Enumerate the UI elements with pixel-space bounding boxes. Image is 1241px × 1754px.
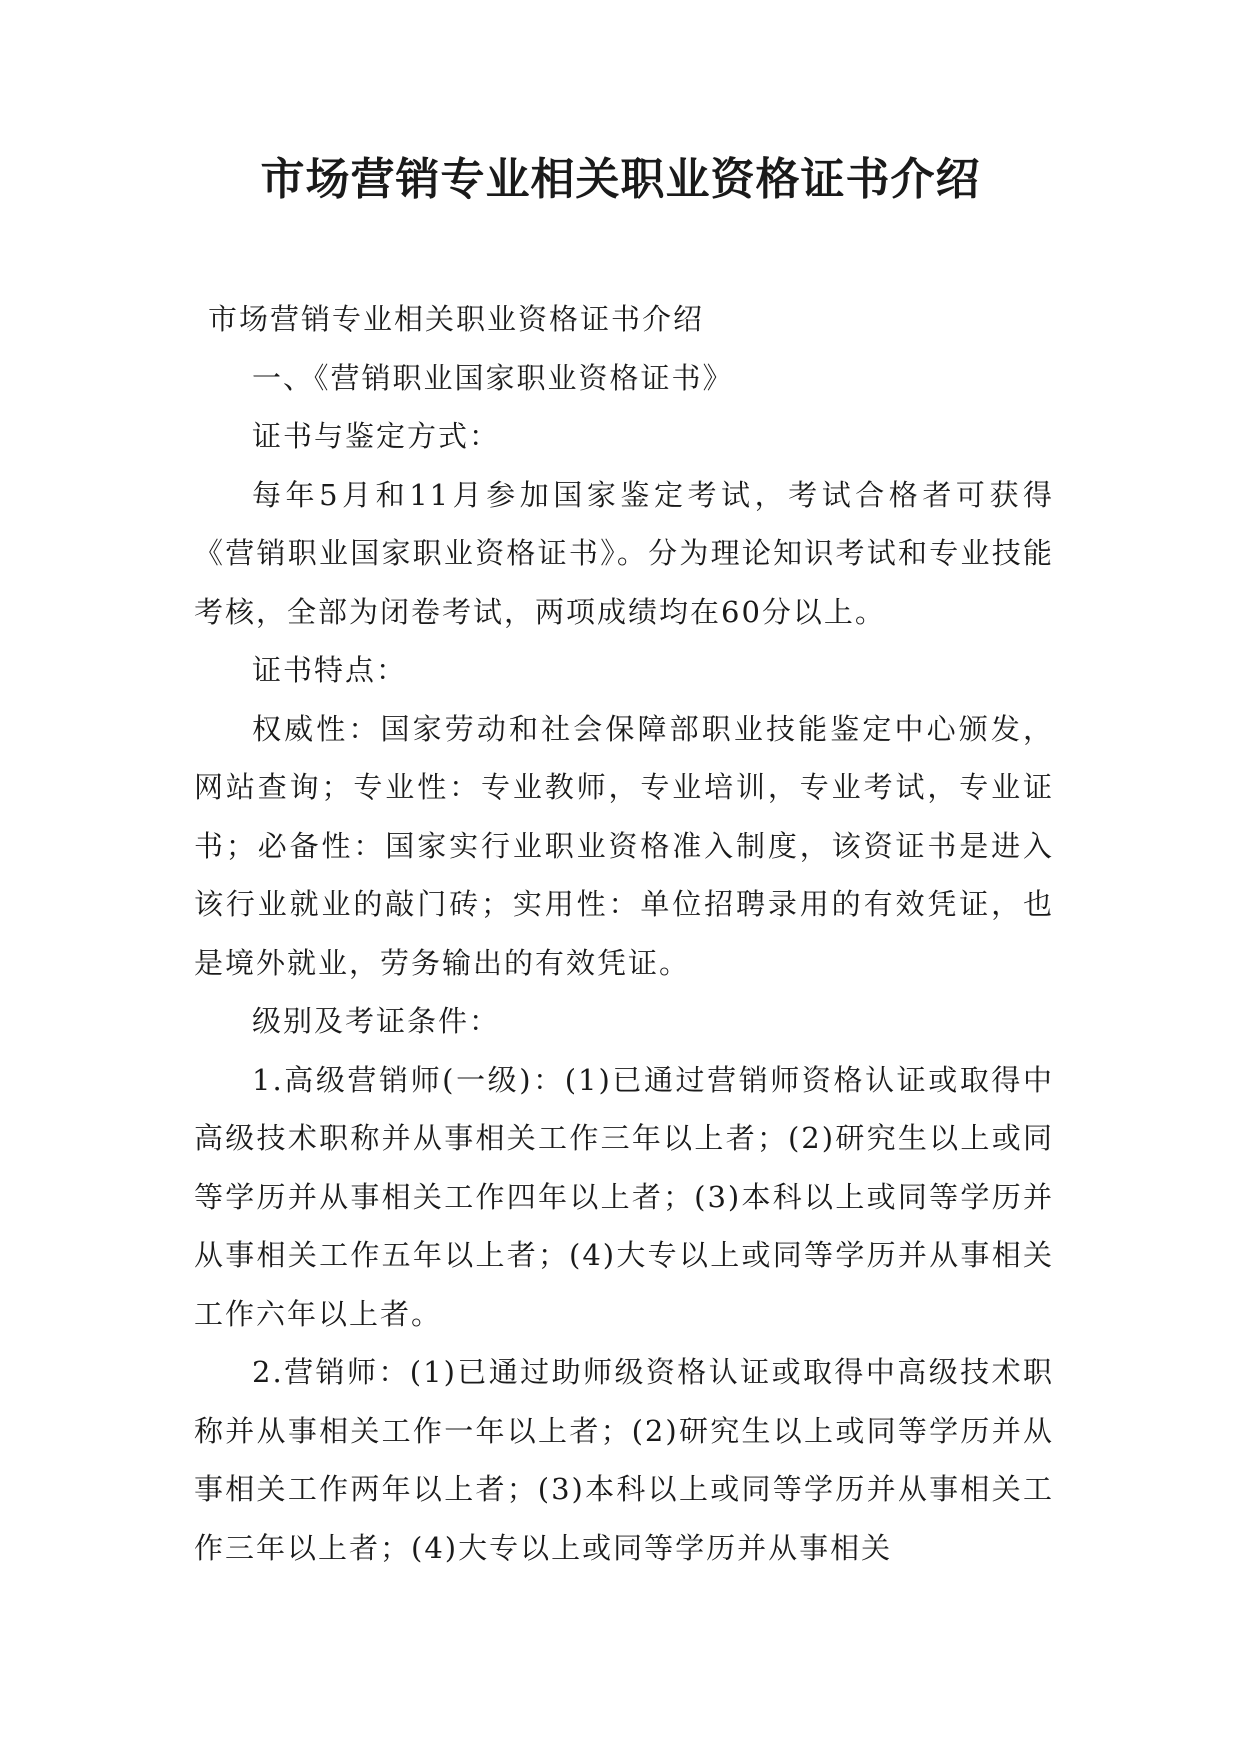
paragraph-heading-method: 证书与鉴定方式： <box>252 419 501 453</box>
paragraph-heading-levels: 级别及考证条件： <box>252 1004 501 1038</box>
paragraph-section-heading: 一、《营销职业国家职业资格证书》 <box>252 360 734 395</box>
paragraph-subtitle: 市场营销专业相关职业资格证书介绍 <box>208 302 705 336</box>
document-title: 市场营销专业相关职业资格证书介绍 <box>260 154 981 205</box>
paragraph-level-1: 1.高级营销师(一级)：(1)已通过营销师资格认证或取得中高级技术职称并从事相关工作三年以上者；(2)研究生以上或同等学历并从事相关工作四年以上者；(3)本科以上或同等学历并从事相关工作五年以上者；(4)大专以上或同等学历并从事相关工作六年以上者。 <box>194 1062 1054 1331</box>
paragraph-heading-features: 证书特点： <box>252 653 408 687</box>
paragraph-features: 权威性：国家劳动和社会保障部职业技能鉴定中心颁发，网站查询；专业性：专业教师，专业培训，专业考试，专业证书；必备性：国家实行业职业资格准入制度，该资证书是进入该行业就业的敲门砖；实用性：单位招聘录用的有效凭证，也是境外就业，劳务输出的有效凭证。 <box>194 711 1054 980</box>
paragraph-exam-info: 每年5月和11月参加国家鉴定考试，考试合格者可获得《营销职业国家职业资格证书》。分为理论知识考试和专业技能考核，全部为闭卷考试，两项成绩均在60分以上。 <box>194 477 1054 629</box>
paragraph-level-2: 2.营销师：(1)已通过助师级资格认证或取得中高级技术职称并从事相关工作一年以上者；(2)研究生以上或同等学历并从事相关工作两年以上者；(3)本科以上或同等学历并从事相关工作三年以上者；(4)大专以上或同等学历并从事相关 <box>194 1355 1054 1565</box>
document-body <box>194 290 1054 1577</box>
